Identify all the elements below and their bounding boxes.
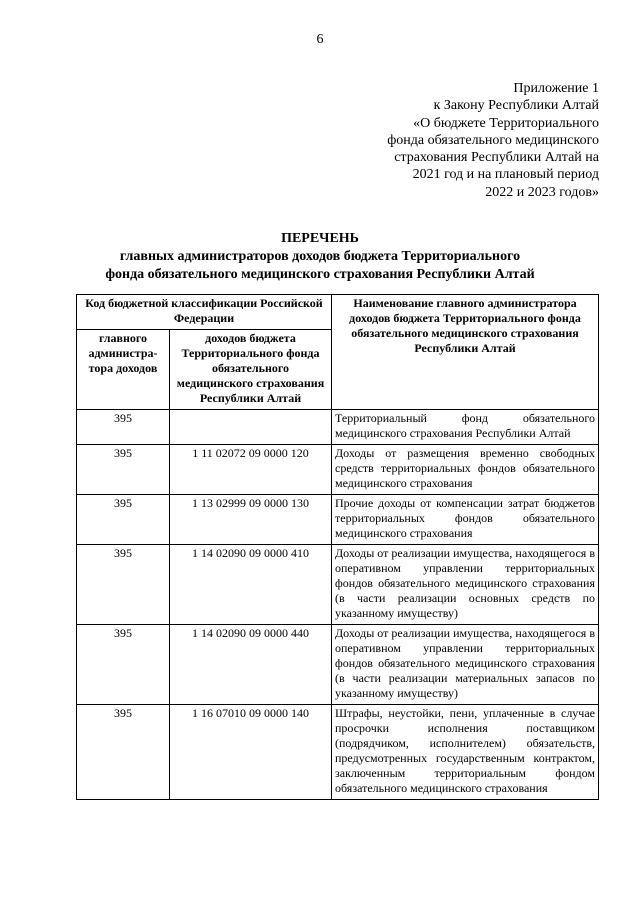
cell-admin-code: 395 xyxy=(77,705,170,800)
title-heading: ПЕРЕЧЕНЬ xyxy=(281,231,359,246)
cell-admin-code: 395 xyxy=(77,445,170,495)
document-title xyxy=(40,230,600,284)
appendix-line: «О бюджете Территориального xyxy=(413,115,599,131)
cell-name: Штрафы, неустойки, пени, уплаченные в случае просрочки исполнения поставщиком (подрядчиком, исполнителем) обязательств, предусмотренных государственным контрактом, заключенным территориальным фондом обязательного медицинского страхования xyxy=(332,705,599,800)
appendix-line: к Закону Республики Алтай xyxy=(433,98,599,114)
cell-name: Доходы от реализации имущества, находящегося в оперативном управлении территориальных фондов обязательного медицинского страхования (в части реализации материальных запасов по указанному имуществу) xyxy=(332,625,599,705)
table-row xyxy=(77,410,599,445)
table-row xyxy=(77,545,599,625)
table-row xyxy=(77,705,599,800)
cell-income-code xyxy=(170,410,332,445)
cell-name: Территориальный фонд обязательного медицинского страхования Республики Алтай xyxy=(332,410,599,445)
table-row xyxy=(77,625,599,705)
administrators-table xyxy=(76,294,599,800)
table-row xyxy=(77,445,599,495)
cell-income-code: 1 11 02072 09 0000 120 xyxy=(170,445,332,495)
appendix-line: 2021 год и на плановый период xyxy=(412,167,599,183)
appendix-line: фонда обязательного медицинского xyxy=(387,132,599,148)
appendix-line: Приложение 1 xyxy=(513,81,599,96)
cell-income-code: 1 14 02090 09 0000 440 xyxy=(170,625,332,705)
cell-admin-code: 395 xyxy=(77,545,170,625)
cell-name: Прочие доходы от компенсации затрат бюджетов территориальных фондов обязательного медицинского страхования xyxy=(332,495,599,545)
appendix-reference xyxy=(387,80,599,201)
header-admin: главного администра-тора доходов xyxy=(77,330,170,410)
header-name: Наименование главного администратора доходов бюджета Территориального фонда обязательного медицинского страхования Республики Алтай xyxy=(332,295,599,410)
cell-income-code: 1 16 07010 09 0000 140 xyxy=(170,705,332,800)
title-subtitle-line: фонда обязательного медицинского страхования Республики Алтай xyxy=(105,267,535,282)
cell-name: Доходы от размещения временно свободных средств территориальных фондов обязательного медицинского страхования xyxy=(332,445,599,495)
header-income: доходов бюджета Территориального фонда обязательного медицинского страхования Республики Алтай xyxy=(170,330,332,410)
header-kbk: Код бюджетной классификации Российской Федерации xyxy=(77,295,332,330)
cell-income-code: 1 14 02090 09 0000 410 xyxy=(170,545,332,625)
appendix-line: 2022 и 2023 годов» xyxy=(485,184,599,200)
cell-admin-code: 395 xyxy=(77,625,170,705)
cell-income-code: 1 13 02999 09 0000 130 xyxy=(170,495,332,545)
cell-name: Доходы от реализации имущества, находящегося в оперативном управлении территориальных фондов обязательного медицинского страхования (в части реализации основных средств по указанному имуществу) xyxy=(332,545,599,625)
page-number: 6 xyxy=(316,32,324,47)
appendix-line: страхования Республики Алтай на xyxy=(394,150,599,166)
title-subtitle-line: главных администраторов доходов бюджета Территориального xyxy=(119,249,521,264)
cell-admin-code: 395 xyxy=(77,495,170,545)
table-row xyxy=(77,495,599,545)
cell-admin-code: 395 xyxy=(77,410,170,445)
